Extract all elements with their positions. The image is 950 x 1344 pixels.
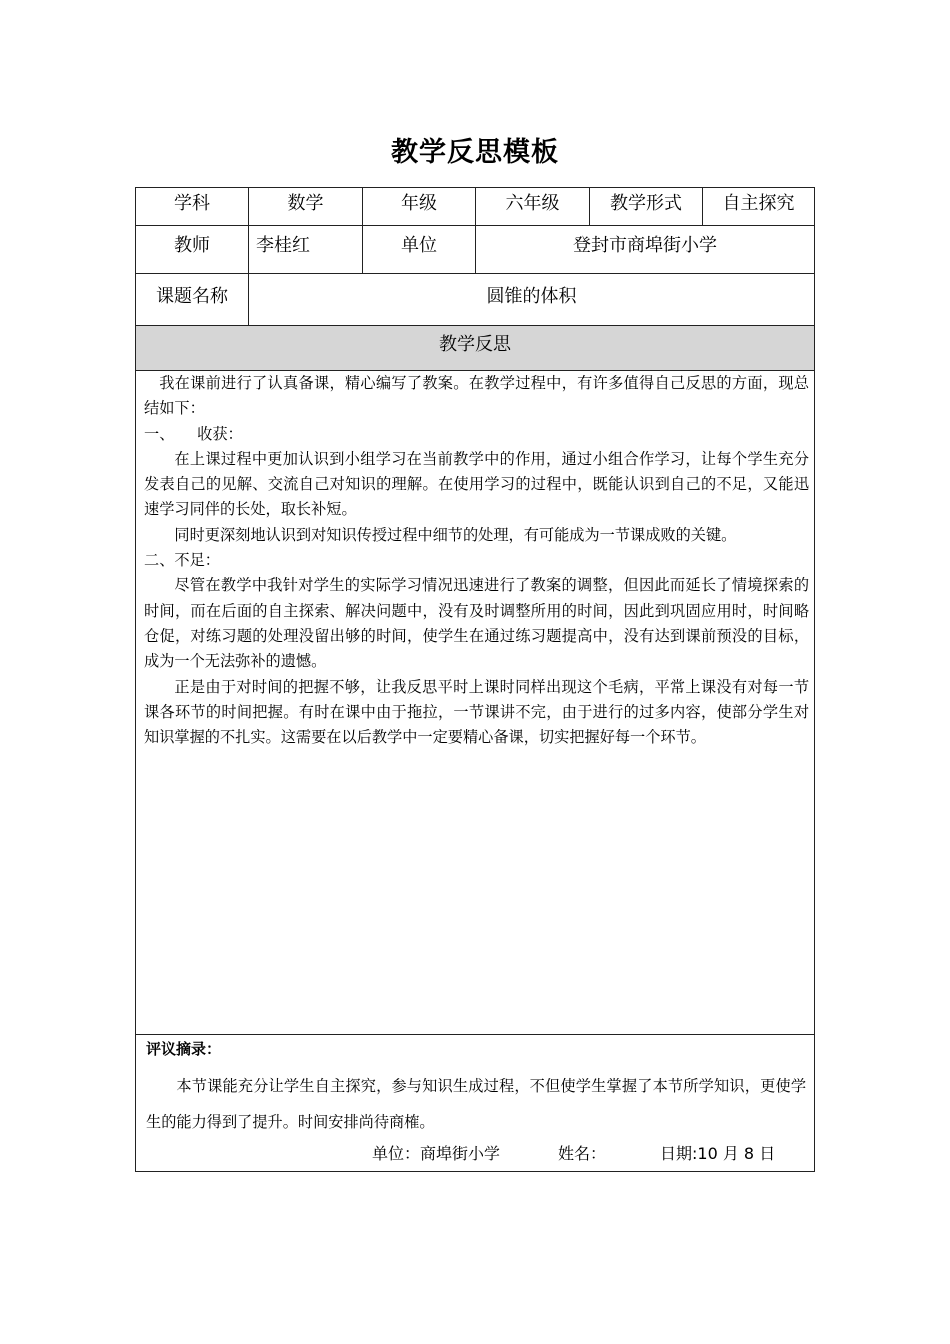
- unit-label: 单位: [401, 235, 437, 256]
- teaching-form-value: 自主探究: [722, 193, 795, 214]
- grade-value: 六年级: [505, 193, 560, 214]
- topic-label: 课题名称: [156, 286, 228, 307]
- reflection-intro: 我在课前进行了认真备课，精心编写了教案。在教学过程中，有许多值得自己反思的方面，现总结如下：: [144, 374, 809, 418]
- reflection-form: [135, 187, 815, 1172]
- footer-unit: 单位：商埠街小学: [372, 1144, 501, 1163]
- unit-value: 登封市商埠街小学: [573, 235, 717, 256]
- gain-paragraph: 同时更深刻地认识到对知识传授过程中细节的处理，有可能成为一节课成败的关键。: [174, 525, 737, 544]
- teaching-form-label: 教学形式: [610, 193, 682, 214]
- gain-paragraph: 在上课过程中更加认识到小组学习在当前教学中的作用，通过小组合作学习，让每个学生充分发表自己的见解、交流自己对知识的理解。在使用学习的过程中，既能认识到自己的不足，又能迅速学习同伴的长处，取长补短。: [144, 449, 809, 519]
- comment-heading: 评议摘录：: [146, 1040, 222, 1058]
- footer-name: 姓名：: [558, 1144, 607, 1163]
- topic-value: 圆锥的体积: [486, 286, 577, 307]
- subject-value: 数学: [287, 193, 324, 214]
- gain-heading: 一、 收获：: [144, 424, 243, 443]
- row-divider: [136, 1034, 814, 1035]
- page-title: 教学反思模板: [391, 137, 559, 168]
- shortcoming-paragraph: 尽管在教学中我针对学生的实际学习情况迅速进行了教案的调整，但因此而延长了情境探索的时间，而在后面的自主探索、解决问题中，没有及时调整所用的时间，因此到巩固应用时，时间略仓促，对练习题的处理没留出够的时间，使学生在通过练习题提高中，没有达到课前预没的目标，成为一个无法弥补的遗憾。: [144, 576, 809, 671]
- teacher-value: 李桂红: [256, 235, 310, 256]
- subject-label: 学科: [174, 193, 210, 214]
- section-title: 教学反思: [439, 334, 511, 355]
- comment-text: [146, 1068, 806, 1140]
- reflection-body: [144, 371, 809, 750]
- shortcoming-paragraph: 正是由于对时间的把握不够，让我反思平时上课时同样出现这个毛病，平常上课没有对每一节课各环节的时间把握。有时在课中由于拖拉，一节课讲不完，由于进行的过多内容，使部分学生对知识掌握的不扎实。这需要在以后教学中一定要精心备课，切实把握好每一个环节。: [144, 677, 809, 747]
- teacher-label: 教师: [174, 235, 210, 256]
- row-divider: [136, 273, 814, 274]
- footer-date: 日期:10 月 8 日: [660, 1144, 776, 1163]
- grade-label: 年级: [401, 193, 437, 214]
- shortcoming-heading: 二、不足：: [144, 551, 220, 570]
- comment-paragraph: 本节课能充分让学生自主探究，参与知识生成过程，不但使学生掌握了本节所学知识，更使学生的能力得到了提升。时间安排尚待商榷。: [146, 1077, 806, 1131]
